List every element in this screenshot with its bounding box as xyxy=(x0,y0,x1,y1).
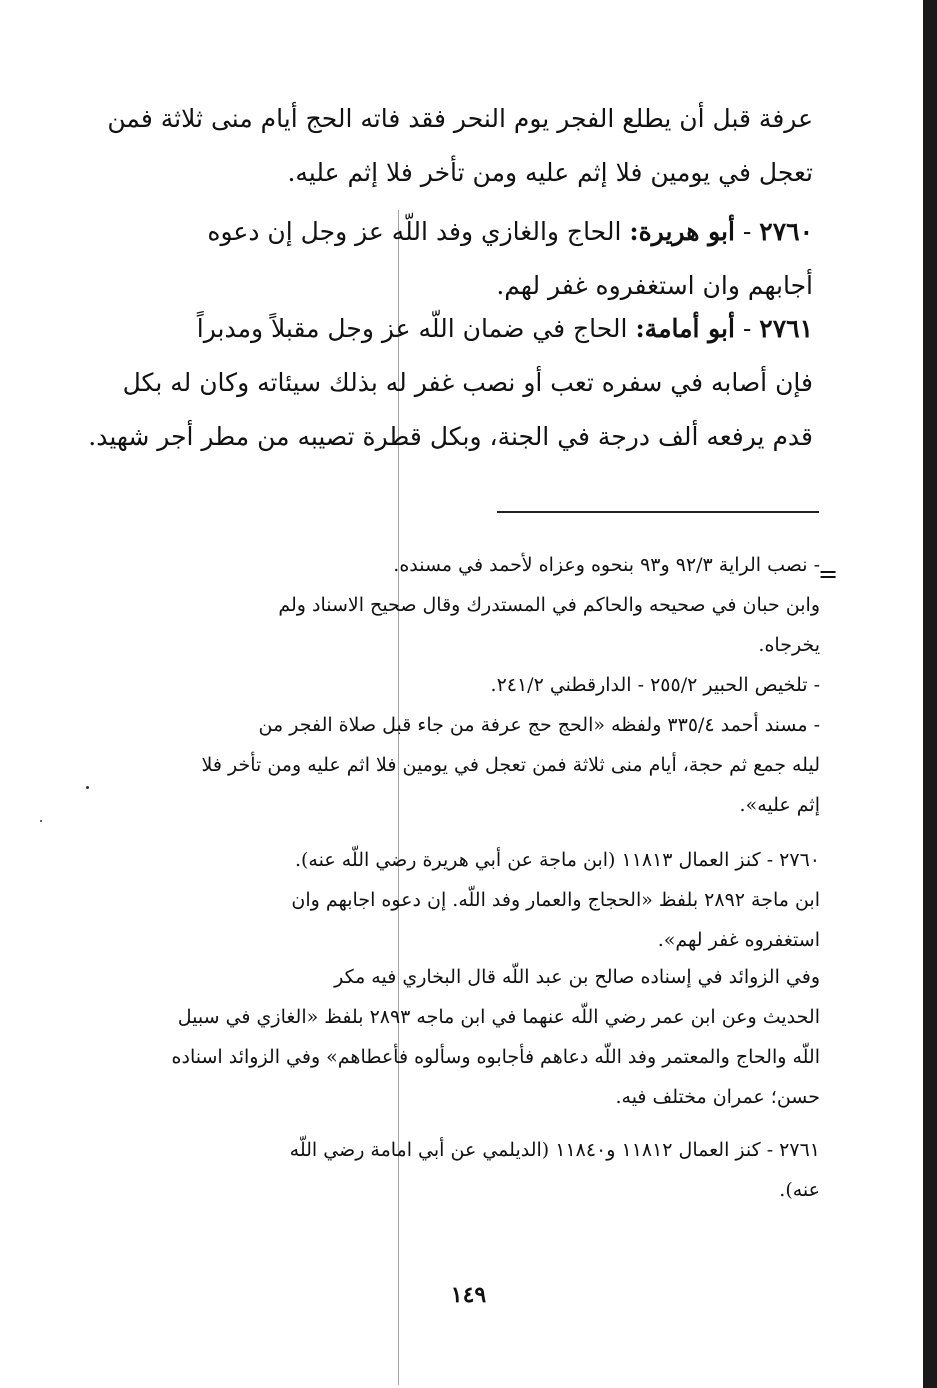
footnote-line: حسن؛ عمران مختلف فيه. xyxy=(615,1086,820,1108)
footnote-line: ابن ماجة ٢٨٩٢ بلفظ «الحجاج والعمار وفد اللّه. إن دعوه اجابهم وان xyxy=(291,889,820,911)
text-line: تعجل في يومين فلا إثم عليه ومن تأخر فلا إثم عليه. xyxy=(287,158,813,187)
hadith-number: ٢٧٦٠ xyxy=(759,217,813,246)
footnote-line: وفي الزوائد في إسناده صالح بن عبد اللّه قال البخاري فيه مكر xyxy=(334,966,820,988)
hadith-text: الحاج والغازي وفد اللّه عز وجل إن دعوه xyxy=(207,217,622,246)
text-line: ٢٧٦٠ - أبو هريرة: الحاج والغازي وفد اللّه عز وجل إن دعوه xyxy=(207,217,813,246)
hadith-2760 xyxy=(130,205,813,313)
scan-speck xyxy=(40,820,42,822)
scan-speck xyxy=(86,786,89,789)
text-line: فإن أصابه في سفره تعب أو نصب غفر له بذلك سيئاته وكان له بكل xyxy=(122,368,813,397)
hadith-number: ٢٧٦١ xyxy=(759,314,813,343)
text-line: عرفة قبل أن يطلع الفجر يوم النحر فقد فاته الحج أيام منى ثلاثة فمن xyxy=(107,104,813,133)
footnote-block-2760 xyxy=(135,840,820,960)
text-line: أجابهم وان استغفروه غفر لهم. xyxy=(496,271,813,300)
text-line: ٢٧٦١ - أبو أمامة: الحاج في ضمان اللّه عز وجل مقبلاً ومدبراً xyxy=(196,314,813,343)
footnote-line: - نصب الراية ٩٢/٣ و٩٣ بنحوه وعزاه لأحمد في مسنده. xyxy=(393,554,820,576)
continuation-mark: = xyxy=(818,560,839,588)
footnote-line: الحديث وعن ابن عمر رضي اللّه عنهما في ابن ماجه ٢٨٩٣ بلفظ «الغازي في سبيل xyxy=(177,1006,820,1028)
footnote-line: ٢٧٦٠ - كنز العمال ١١٨١٣ (ابن ماجة عن أبي هريرة رضي اللّه عنه). xyxy=(294,849,820,871)
hadith-text: الحاج في ضمان اللّه عز وجل مقبلاً ومدبراً xyxy=(196,314,628,343)
footnote-line: يخرجاه. xyxy=(758,634,820,656)
narrator-name: أبو أمامة: xyxy=(635,314,735,343)
footnote-line: ليله جمع ثم حجة، أيام منى ثلاثة فمن تعجل في يومين فلا اثم عليه ومن تأخر فلا xyxy=(201,754,820,776)
footnote-line: استغفروه غفر لهم». xyxy=(657,929,820,951)
footnote-line: وابن حبان في صحيحه والحاكم في المستدرك وقال صحيح الاسناد ولم xyxy=(278,594,820,616)
footnote-line: عنه). xyxy=(779,1179,820,1201)
hadith-2761 xyxy=(88,302,813,464)
footnote-separator xyxy=(497,511,819,513)
footnote-block-zawaid xyxy=(135,957,820,1117)
footnote-line: اللّه والحاج والمعتمر وفد اللّه دعاهم فأجابوه وسألوه فأعطاهم» وفي الزوائد اسناده xyxy=(171,1046,820,1068)
footnote-block-2761 xyxy=(135,1130,820,1210)
text-line: قدم يرفعه ألف درجة في الجنة، وبكل قطرة تصيبه من مطر أجر شهيد. xyxy=(88,422,813,451)
scan-edge xyxy=(923,0,937,1388)
footnote-line: إثم عليه». xyxy=(739,794,820,816)
footnote-line: - مسند أحمد ٣٣٥/٤ ولفظه «الحج حج عرفة من جاء قبل صلاة الفجر من xyxy=(258,714,820,736)
page-number: ١٤٩ xyxy=(450,1282,487,1308)
footnote-line: - تلخيص الحبير ٢٥٥/٢ - الدارقطني ٢٤١/٢. xyxy=(490,674,820,696)
paragraph-continuation xyxy=(107,92,813,200)
narrator-name: أبو هريرة: xyxy=(629,217,735,246)
footnote-block-1 xyxy=(135,545,820,825)
footnote-line: ٢٧٦١ - كنز العمال ١١٨١٢ و١١٨٤٠ (الديلمي عن أبي امامة رضي اللّه xyxy=(289,1139,820,1161)
